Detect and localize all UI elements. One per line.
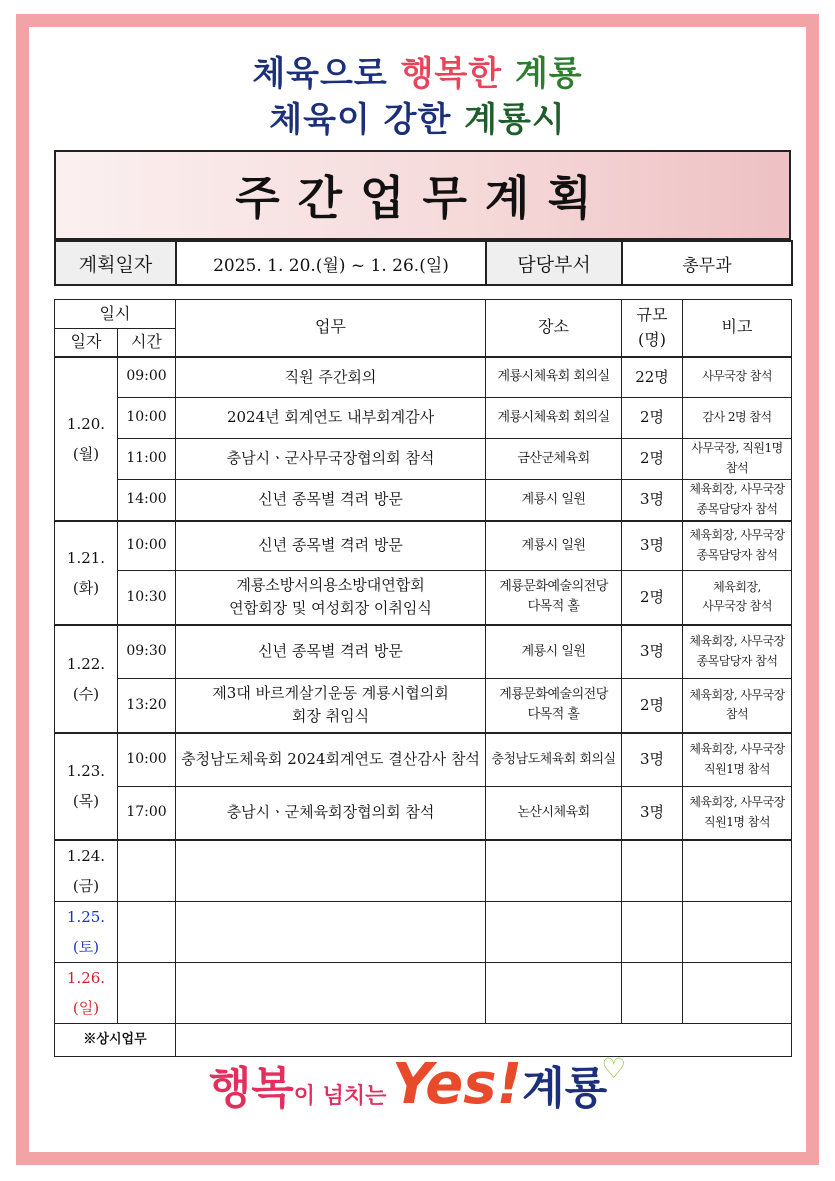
date-line: 1.20. <box>66 414 106 433</box>
table-row <box>55 962 792 1023</box>
time-cell: 09:30 <box>118 625 176 679</box>
date-line: (화) <box>72 578 100 597</box>
time-cell: 10:00 <box>118 521 176 571</box>
scale-cell: 2명 <box>622 439 683 480</box>
date-cell <box>55 357 118 521</box>
place-cell <box>486 439 622 480</box>
slogan-text: 체육이 강한 <box>269 100 452 140</box>
task-cell <box>176 480 486 521</box>
date-line: 1.23. <box>66 762 106 781</box>
place-line: 계룡문화예술의전당 <box>499 687 608 703</box>
table-row <box>55 439 792 480</box>
empty-cell <box>622 901 683 962</box>
task-line: 충청남도체육회 2024회계연도 결산감사 참석 <box>181 750 480 769</box>
header-note: 비고 <box>683 300 792 357</box>
table-row <box>55 840 792 902</box>
place-line: 다목적 홀 <box>527 599 580 615</box>
logo-text: 계룡 <box>522 1063 608 1114</box>
slogan-text: 행복한 <box>400 54 503 94</box>
place-cell <box>486 787 622 840</box>
place-cell <box>486 679 622 733</box>
task-line: 신년 종목별 격려 방문 <box>258 642 403 661</box>
note-line: 체육회장, 사무국장 <box>689 634 785 649</box>
place-line: 계룡시체육회 회의실 <box>497 409 610 425</box>
place-cell <box>486 733 622 787</box>
empty-cell <box>118 840 176 902</box>
note-line: 체육회장, 사무국장 <box>689 528 785 543</box>
table-row <box>55 901 792 962</box>
task-line: 제3대 바르게살기운동 계룡시협의회 <box>212 684 449 703</box>
place-cell <box>486 625 622 679</box>
note-cell <box>683 480 792 521</box>
note-line: 직원1명 참석 <box>704 761 770 776</box>
note-line: 사무국장 참석 <box>702 599 772 614</box>
note-cell <box>683 679 792 733</box>
place-line: 논산시체육회 <box>517 804 590 820</box>
slogan-text: 체육으로 <box>252 54 388 94</box>
place-line: 금산군체육회 <box>517 450 590 466</box>
empty-cell <box>486 901 622 962</box>
time-cell: 10:30 <box>118 571 176 625</box>
empty-cell <box>622 840 683 902</box>
header-schedule: 일시 <box>55 300 176 329</box>
place-line: 충청남도체육회 회의실 <box>491 751 616 767</box>
slogan-line2 <box>0 92 835 141</box>
task-line: 신년 종목별 격려 방문 <box>258 536 403 555</box>
empty-cell <box>176 840 486 902</box>
note-line: 종목담당자 참석 <box>696 501 778 516</box>
time-cell: 09:00 <box>118 357 176 398</box>
time-cell: 14:00 <box>118 480 176 521</box>
scale-cell: 3명 <box>622 521 683 571</box>
logo-text: 이 넘치는 <box>293 1084 387 1109</box>
header-time: 시간 <box>118 329 176 357</box>
note-line: 참석 <box>725 707 749 722</box>
note-line: 체육회장, 사무국장 <box>689 795 785 810</box>
empty-cell <box>176 901 486 962</box>
task-line: 직원 주간회의 <box>284 367 377 386</box>
slogan-line1 <box>0 46 835 95</box>
date-line: (일) <box>72 998 100 1017</box>
empty-cell <box>118 901 176 962</box>
note-cell <box>683 571 792 625</box>
slogan-text: 계룡 <box>514 54 583 94</box>
note-line: 체육회장, 사무국장 <box>689 687 785 702</box>
date-line: 1.22. <box>66 654 106 673</box>
empty-cell <box>683 901 792 962</box>
time-cell: 10:00 <box>118 733 176 787</box>
time-cell: 10:00 <box>118 398 176 439</box>
place-cell <box>486 398 622 439</box>
footer-label: ※상시업무 <box>55 1023 176 1056</box>
note-cell <box>683 625 792 679</box>
task-cell <box>176 398 486 439</box>
table-row <box>55 357 792 398</box>
task-line: 계룡소방서의용소방대연합회 <box>236 576 425 595</box>
date-cell <box>55 733 118 840</box>
header-scale-top: 규모 <box>636 304 668 324</box>
date-line: (토) <box>72 937 100 956</box>
task-line: 연합회장 및 여성회장 이취임식 <box>229 599 432 618</box>
table-row <box>55 521 792 571</box>
scale-cell: 3명 <box>622 787 683 840</box>
empty-cell <box>486 840 622 902</box>
task-cell <box>176 357 486 398</box>
note-line: 사무국장, 직원1명 <box>691 441 783 456</box>
task-cell <box>176 787 486 840</box>
task-line: 회장 취임식 <box>291 707 370 726</box>
task-cell <box>176 733 486 787</box>
time-cell: 17:00 <box>118 787 176 840</box>
note-line: 직원1명 참석 <box>704 814 770 829</box>
scale-cell: 3명 <box>622 480 683 521</box>
title-box <box>54 150 791 240</box>
header-date: 일자 <box>55 329 118 357</box>
task-line: 충남시ㆍ군사무국장협의회 참석 <box>226 449 435 468</box>
logo-text: 행복 <box>208 1063 294 1114</box>
place-cell <box>486 357 622 398</box>
empty-cell <box>622 962 683 1023</box>
empty-cell <box>118 962 176 1023</box>
task-cell <box>176 625 486 679</box>
date-cell <box>55 625 118 733</box>
note-line: 사무국장 참석 <box>702 369 772 384</box>
place-line: 계룡시 일원 <box>521 643 586 659</box>
table-row <box>55 625 792 679</box>
place-line: 계룡문화예술의전당 <box>499 579 608 595</box>
header-scale-bottom: (명) <box>638 329 666 349</box>
task-line: 신년 종목별 격려 방문 <box>258 490 403 509</box>
table-row <box>55 679 792 733</box>
slogan-text: 계룡시 <box>464 100 566 140</box>
task-cell <box>176 439 486 480</box>
note-line: 체육회장, <box>713 579 761 594</box>
table-row <box>55 733 792 787</box>
empty-cell <box>486 962 622 1023</box>
info-table <box>54 240 793 286</box>
logo-text: Yes! <box>391 1052 523 1117</box>
place-line: 계룡시 일원 <box>521 491 586 507</box>
note-cell <box>683 357 792 398</box>
table-row <box>55 571 792 625</box>
date-cell <box>55 521 118 625</box>
date-line: (금) <box>72 876 100 895</box>
date-line: 1.26. <box>66 968 106 987</box>
date-cell <box>55 901 118 962</box>
scale-cell: 3명 <box>622 733 683 787</box>
date-line: 1.21. <box>66 548 106 567</box>
note-line: 감사 2명 참석 <box>702 410 772 425</box>
table-row <box>55 787 792 840</box>
place-cell <box>486 571 622 625</box>
place-line: 다목적 홀 <box>527 707 580 723</box>
note-cell <box>683 398 792 439</box>
scale-cell: 22명 <box>622 357 683 398</box>
note-line: 종목담당자 참석 <box>696 653 778 668</box>
plan-date-value: 2025. 1. 20.(월) ~ 1. 26.(일) <box>176 241 486 285</box>
empty-cell <box>176 962 486 1023</box>
table-row <box>55 480 792 521</box>
note-line: 체육회장, 사무국장 <box>689 742 785 757</box>
header-scale <box>622 300 683 357</box>
time-cell: 13:20 <box>118 679 176 733</box>
dept-value: 총무과 <box>622 241 792 285</box>
task-cell <box>176 521 486 571</box>
schedule-table <box>54 299 792 1057</box>
date-line: 1.25. <box>66 907 106 926</box>
date-line: (목) <box>72 792 100 811</box>
heart-icon: ♡ <box>601 1052 627 1085</box>
header-task: 업무 <box>176 300 486 357</box>
date-line: (수) <box>72 684 100 703</box>
note-cell <box>683 439 792 480</box>
task-line: 2024년 회계연도 내부회계감사 <box>226 408 435 427</box>
date-cell <box>55 840 118 902</box>
note-cell <box>683 733 792 787</box>
place-line: 계룡시 일원 <box>521 537 586 553</box>
task-line: 충남시ㆍ군체육회장협의회 참석 <box>226 803 435 822</box>
date-line: 1.24. <box>66 846 106 865</box>
bottom-logo <box>0 1052 835 1117</box>
date-cell <box>55 962 118 1023</box>
task-cell <box>176 679 486 733</box>
empty-cell <box>683 840 792 902</box>
note-line: 종목담당자 참석 <box>696 547 778 562</box>
place-line: 계룡시체육회 회의실 <box>497 369 610 385</box>
scale-cell: 2명 <box>622 679 683 733</box>
plan-date-label: 계획일자 <box>55 241 176 285</box>
note-line: 참석 <box>725 461 749 475</box>
table-row <box>55 398 792 439</box>
scale-cell: 3명 <box>622 625 683 679</box>
date-line: (월) <box>72 444 100 463</box>
empty-cell <box>683 962 792 1023</box>
place-cell <box>486 521 622 571</box>
dept-label: 담당부서 <box>486 241 622 285</box>
task-cell <box>176 571 486 625</box>
scale-cell: 2명 <box>622 571 683 625</box>
place-cell <box>486 480 622 521</box>
header-place: 장소 <box>486 300 622 357</box>
time-cell: 11:00 <box>118 439 176 480</box>
scale-cell: 2명 <box>622 398 683 439</box>
note-cell <box>683 787 792 840</box>
note-cell <box>683 521 792 571</box>
note-line: 체육회장, 사무국장 <box>689 482 785 496</box>
page-title: 주간업무계획 <box>235 171 610 225</box>
